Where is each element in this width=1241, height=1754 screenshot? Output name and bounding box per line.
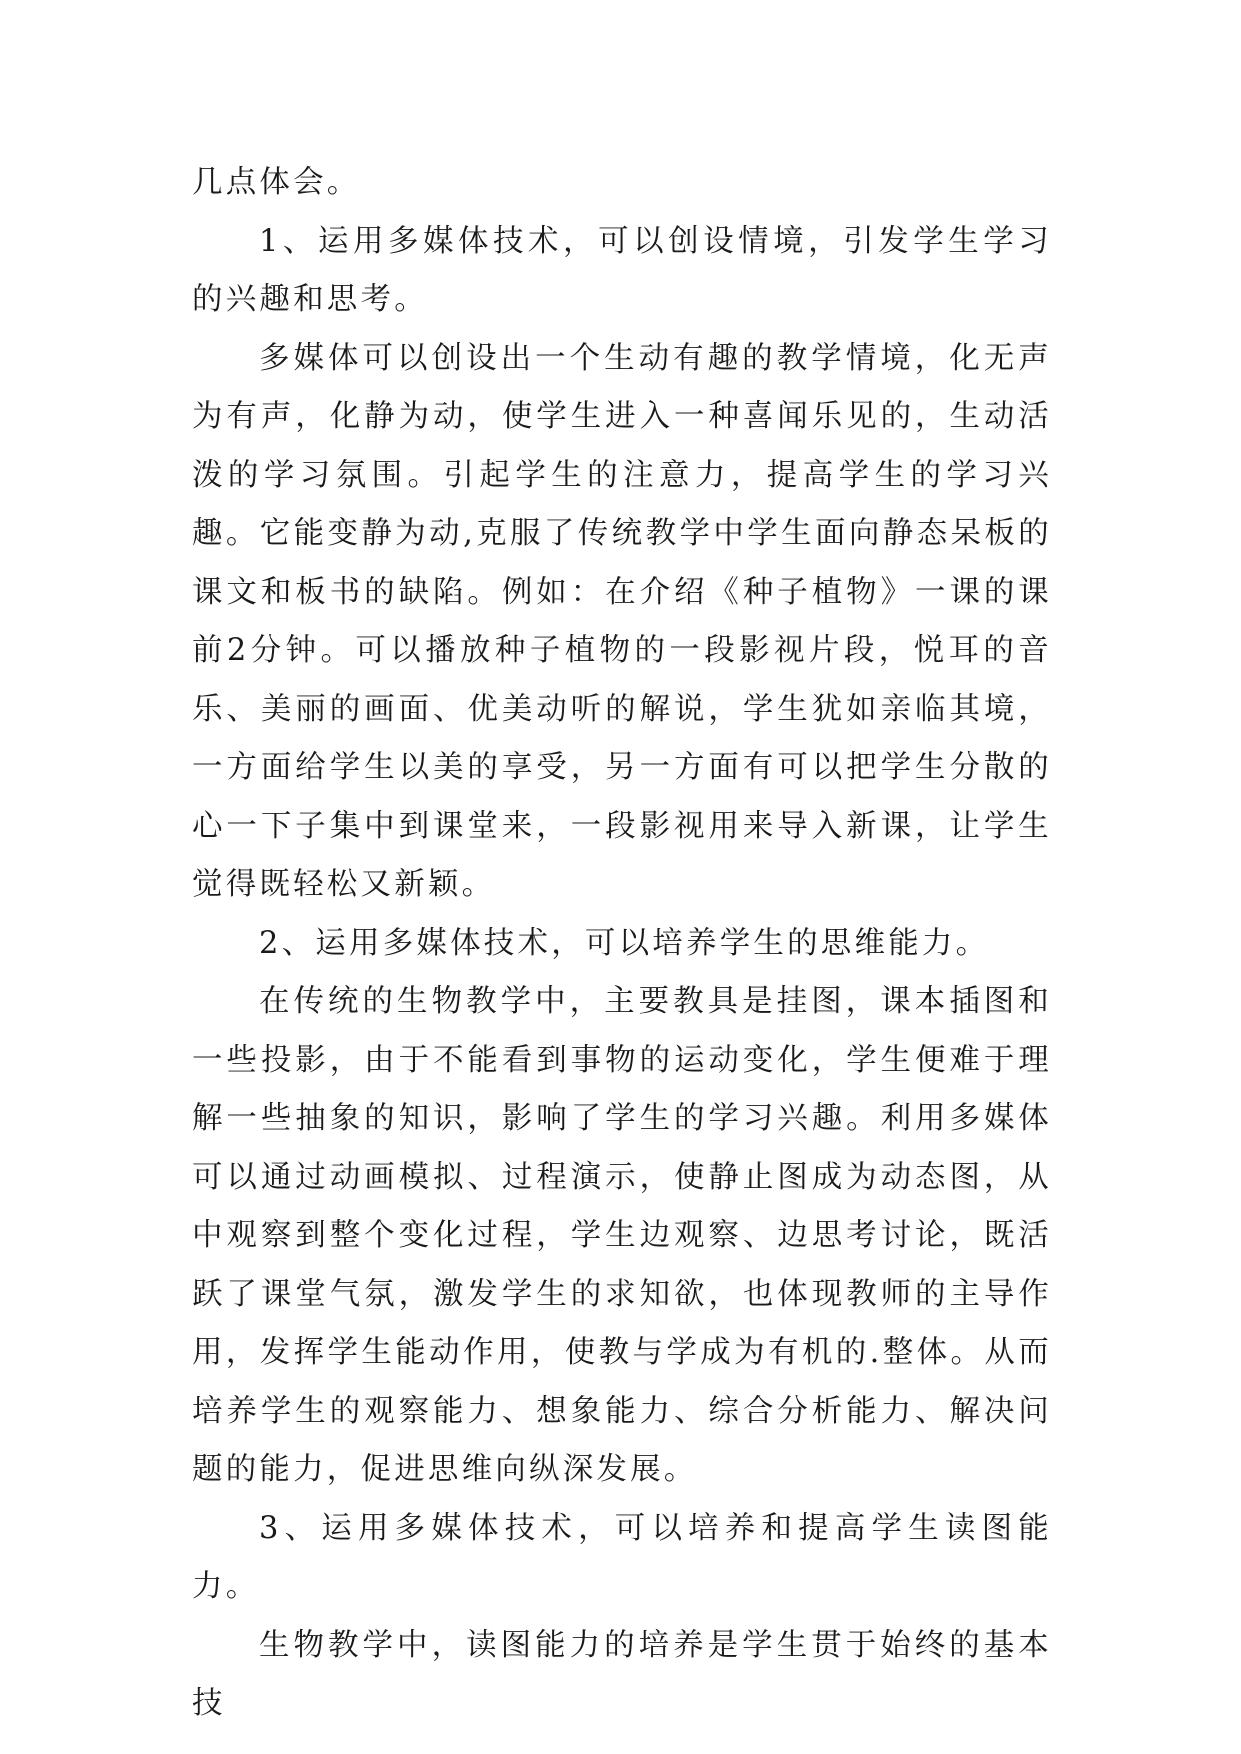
paragraph-point-3-body: 生物教学中，读图能力的培养是学生贯于始终的基本技 xyxy=(192,1627,1052,1721)
paragraph-point-1-body: 多媒体可以创设出一个生动有趣的教学情境，化无声为有声，化静为动，使学生进入一种喜闻乐见的，生动活泼的学习氛围。引起学生的注意力，提高学生的学习兴趣。它能变静为动,克服了传统教学中学生面向静态呆板的课文和板书的缺陷。例如：在介绍《种子植物》一课的课前2分钟。可以播放种子植物的一段影视片段，悦耳的音乐、美丽的画面、优美动听的解说，学生犹如亲临其境，一方面给学生以美的享受，另一方面有可以把学生分散的心一下子集中到课堂来，一段影视用来导入新课，让学生觉得既轻松又新颖。 xyxy=(192,340,1052,902)
paragraph-point-2-heading: 2、运用多媒体技术，可以培养学生的思维能力。 xyxy=(259,925,990,961)
paragraph-point-3-heading: 3、运用多媒体技术，可以培养和提高学生读图能力。 xyxy=(192,1510,1052,1604)
paragraph-point-1-heading: 1、运用多媒体技术，可以创设情境，引发学生学习的兴趣和思考。 xyxy=(192,223,1052,317)
paragraph-continuation: 几点体会。 xyxy=(192,165,361,200)
paragraph-point-2-body: 在传统的生物教学中，主要教具是挂图，课本插图和一些投影，由于不能看到事物的运动变化，学生便难于理解一些抽象的知识，影响了学生的学习兴趣。利用多媒体可以通过动画模拟、过程演示，使静止图成为动态图，从中观察到整个变化过程，学生边观察、边思考讨论，既活跃了课堂气氛，激发学生的求知欲，也体现教师的主导作用，发挥学生能动作用，使教与学成为有机的.整体。从而培养学生的观察能力、想象能力、综合分析能力、解决问题的能力，促进思维向纵深发展。 xyxy=(192,984,1052,1487)
document-body xyxy=(192,154,1052,1734)
